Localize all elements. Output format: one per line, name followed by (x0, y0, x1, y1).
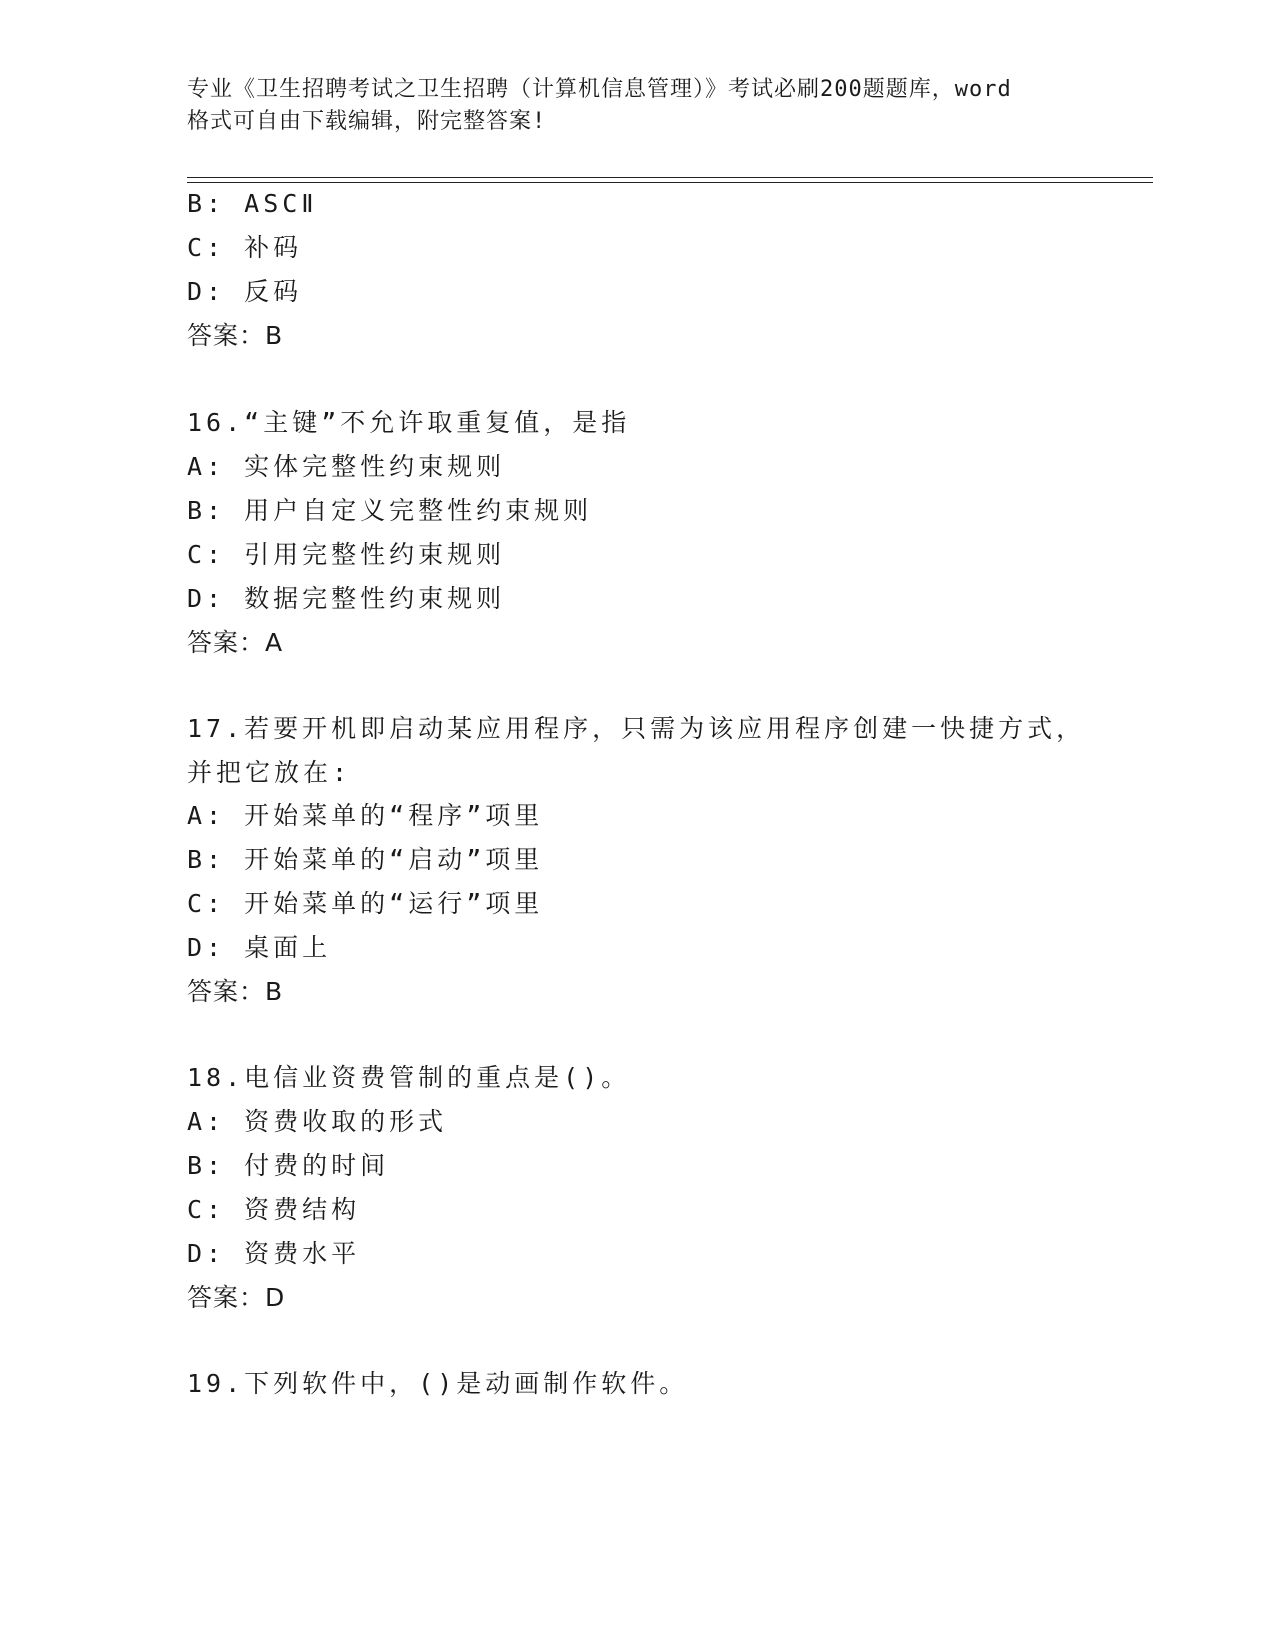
q18-answer: 答案：D (187, 1283, 286, 1312)
q15-option-b: B: ASCⅡ (187, 189, 318, 218)
q16-answer: 答案：A (187, 628, 284, 657)
q19-question: 19.下列软件中，()是动画制作软件。 (187, 1369, 689, 1398)
q15-answer: 答案：B (187, 321, 284, 350)
q18-question: 18.电信业资费管制的重点是()。 (187, 1063, 631, 1092)
q18-option-a: A: 资费收取的形式 (187, 1107, 448, 1136)
q18-option-b: B: 付费的时间 (187, 1151, 390, 1180)
q16-option-b: B: 用户自定义完整性约束规则 (187, 496, 593, 525)
q16-option-a: A: 实体完整性约束规则 (187, 452, 506, 481)
q16-option-c: C: 引用完整性约束规则 (187, 540, 506, 569)
q17-option-b: B: 开始菜单的“启动”项里 (187, 845, 544, 874)
header-divider-bottom (187, 182, 1153, 183)
q16-question: 16.“主键”不允许取重复值，是指 (187, 408, 631, 437)
q17-option-a: A: 开始菜单的“程序”项里 (187, 801, 544, 830)
q17-answer: 答案：B (187, 977, 284, 1006)
q17-question-line-1: 17.若要开机即启动某应用程序，只需为该应用程序创建一快捷方式， (187, 714, 1086, 743)
q15-option-d: D: 反码 (187, 277, 303, 306)
document-header (187, 74, 1087, 138)
q18-option-c: C: 资费结构 (187, 1195, 361, 1224)
q16-option-d: D: 数据完整性约束规则 (187, 584, 506, 613)
q17-option-c: C: 开始菜单的“运行”项里 (187, 889, 544, 918)
header-line-1: 专业《卫生招聘考试之卫生招聘（计算机信息管理）》考试必刷200题题库，word (187, 77, 1012, 102)
q17-question-line-2: 并把它放在: (187, 758, 352, 787)
header-line-2: 格式可自由下载编辑，附完整答案! (187, 109, 547, 134)
header-divider-top (187, 177, 1153, 178)
q18-option-d: D: 资费水平 (187, 1239, 361, 1268)
q15-option-c: C: 补码 (187, 233, 303, 262)
q17-option-d: D: 桌面上 (187, 933, 332, 962)
